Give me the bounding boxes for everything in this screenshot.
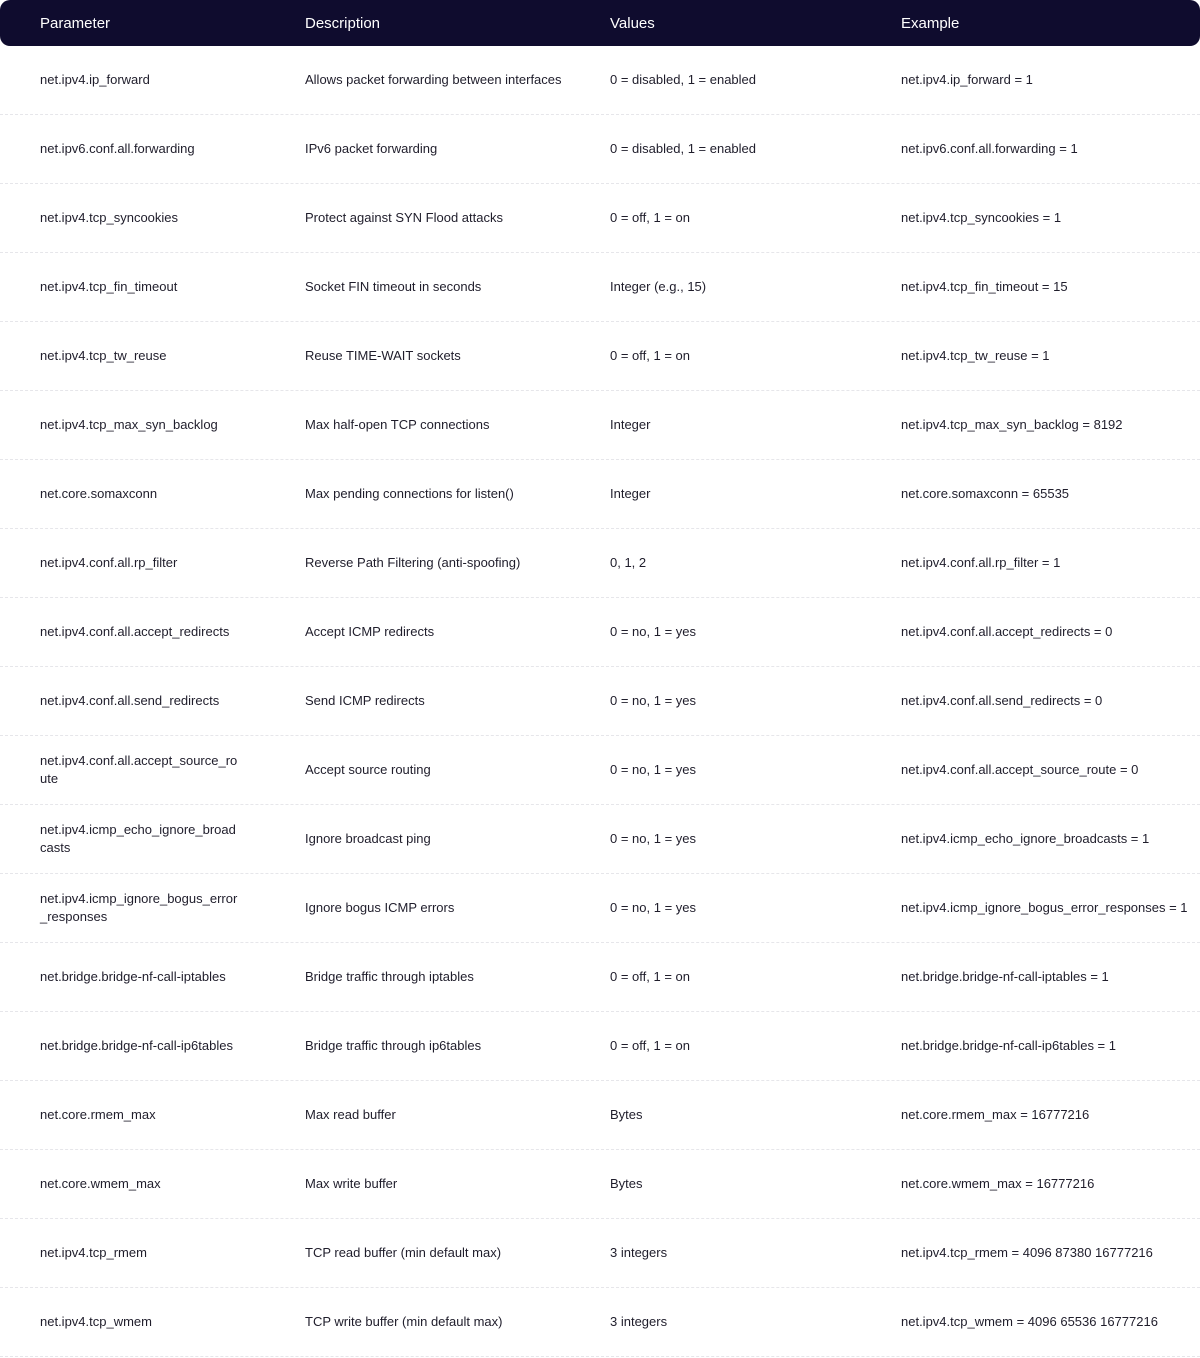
values-cell: Bytes <box>610 1176 643 1191</box>
table-row <box>0 115 1200 184</box>
example-cell: net.bridge.bridge-nf-call-iptables = 1 <box>901 969 1109 984</box>
parameter-cell: net.ipv4.tcp_syncookies <box>40 210 179 225</box>
table-row <box>0 1150 1200 1219</box>
table-row <box>0 46 1200 115</box>
description-cell: Accept source routing <box>305 762 431 777</box>
description-cell: Socket FIN timeout in seconds <box>305 279 482 294</box>
parameter-cell: net.ipv4.conf.all.accept_source_route <box>40 753 238 786</box>
table-row <box>0 943 1200 1012</box>
example-cell: net.ipv4.conf.all.accept_source_route = 0 <box>901 762 1139 777</box>
table-row <box>0 322 1200 391</box>
parameter-cell: net.core.somaxconn <box>40 486 158 501</box>
parameter-cell: net.ipv4.ip_forward <box>40 72 150 87</box>
values-cell: 0 = no, 1 = yes <box>610 693 697 708</box>
values-cell: 0 = off, 1 = on <box>610 210 690 225</box>
example-cell: net.ipv4.ip_forward = 1 <box>901 72 1033 87</box>
example-cell: net.ipv4.tcp_max_syn_backlog = 8192 <box>901 417 1123 432</box>
example-cell: net.ipv4.tcp_fin_timeout = 15 <box>901 279 1068 294</box>
description-cell: Max pending connections for listen() <box>305 486 514 501</box>
values-cell: 0 = no, 1 = yes <box>610 900 697 915</box>
parameter-cell: net.ipv4.conf.all.send_redirects <box>40 693 220 708</box>
description-cell: Bridge traffic through iptables <box>305 969 474 984</box>
values-cell: 3 integers <box>610 1314 668 1329</box>
values-cell: 0 = off, 1 = on <box>610 1038 690 1053</box>
parameter-cell: net.ipv4.conf.all.rp_filter <box>40 555 178 570</box>
values-cell: 0 = disabled, 1 = enabled <box>610 141 757 156</box>
description-cell: Allows packet forwarding between interfaces <box>305 72 562 87</box>
parameter-cell: net.ipv4.conf.all.accept_redirects <box>40 624 230 639</box>
description-cell: Reuse TIME-WAIT sockets <box>305 348 461 363</box>
description-cell: Protect against SYN Flood attacks <box>305 210 503 225</box>
parameter-cell: net.ipv4.tcp_fin_timeout <box>40 279 178 294</box>
parameter-cell: net.ipv4.icmp_ignore_bogus_error_responses <box>40 891 238 924</box>
parameter-cell: net.ipv4.tcp_wmem <box>40 1314 152 1329</box>
values-cell: 0 = off, 1 = on <box>610 969 690 984</box>
example-cell: net.ipv4.tcp_syncookies = 1 <box>901 210 1062 225</box>
values-cell: Integer <box>610 417 651 432</box>
description-cell: Ignore broadcast ping <box>305 831 431 846</box>
example-cell: net.core.wmem_max = 16777216 <box>901 1176 1095 1191</box>
table-row <box>0 391 1200 460</box>
values-cell: Integer <box>610 486 651 501</box>
values-cell: 3 integers <box>610 1245 668 1260</box>
table-row <box>0 529 1200 598</box>
values-cell: 0 = no, 1 = yes <box>610 831 697 846</box>
table-header <box>0 0 1200 46</box>
table-row <box>0 598 1200 667</box>
table-row <box>0 184 1200 253</box>
description-cell: Accept ICMP redirects <box>305 624 435 639</box>
description-cell: Max read buffer <box>305 1107 396 1122</box>
example-cell: net.ipv6.conf.all.forwarding = 1 <box>901 141 1078 156</box>
description-cell: TCP write buffer (min default max) <box>305 1314 503 1329</box>
values-cell: 0 = disabled, 1 = enabled <box>610 72 757 87</box>
table-row <box>0 1012 1200 1081</box>
header-values: Values <box>610 14 655 32</box>
values-cell: 0 = no, 1 = yes <box>610 762 697 777</box>
example-cell: net.ipv4.icmp_echo_ignore_broadcasts = 1 <box>901 831 1150 846</box>
table-row <box>0 1288 1200 1357</box>
example-cell: net.ipv4.conf.all.send_redirects = 0 <box>901 693 1103 708</box>
values-cell: 0, 1, 2 <box>610 555 647 570</box>
parameter-cell: net.bridge.bridge-nf-call-iptables <box>40 969 226 984</box>
table-row <box>0 460 1200 529</box>
table-row <box>0 1219 1200 1288</box>
description-cell: IPv6 packet forwarding <box>305 141 438 156</box>
example-cell: net.ipv4.conf.all.accept_redirects = 0 <box>901 624 1113 639</box>
parameter-cell: net.ipv6.conf.all.forwarding <box>40 141 195 156</box>
header-description: Description <box>305 14 381 32</box>
description-cell: Max write buffer <box>305 1176 398 1191</box>
values-cell: 0 = no, 1 = yes <box>610 624 697 639</box>
table-row <box>0 253 1200 322</box>
description-cell: Bridge traffic through ip6tables <box>305 1038 482 1053</box>
parameter-cell: net.ipv4.tcp_tw_reuse <box>40 348 167 363</box>
description-cell: Reverse Path Filtering (anti-spoofing) <box>305 555 521 570</box>
example-cell: net.ipv4.tcp_wmem = 4096 65536 16777216 <box>901 1314 1158 1329</box>
description-cell: Ignore bogus ICMP errors <box>305 900 455 915</box>
example-cell: net.ipv4.tcp_rmem = 4096 87380 16777216 <box>901 1245 1153 1260</box>
description-cell: Max half-open TCP connections <box>305 417 490 432</box>
example-cell: net.core.rmem_max = 16777216 <box>901 1107 1090 1122</box>
table-body <box>0 46 1200 1357</box>
example-cell: net.core.somaxconn = 65535 <box>901 486 1070 501</box>
example-cell: net.ipv4.icmp_ignore_bogus_error_responses = 1 <box>901 900 1188 915</box>
description-cell: TCP read buffer (min default max) <box>305 1245 502 1260</box>
parameter-cell: net.ipv4.tcp_rmem <box>40 1245 147 1260</box>
values-cell: Bytes <box>610 1107 643 1122</box>
parameter-cell: net.ipv4.icmp_echo_ignore_broadcasts <box>40 822 236 855</box>
table-row <box>0 874 1200 943</box>
values-cell: Integer (e.g., 15) <box>610 279 707 294</box>
values-cell: 0 = off, 1 = on <box>610 348 690 363</box>
description-cell: Send ICMP redirects <box>305 693 425 708</box>
example-cell: net.bridge.bridge-nf-call-ip6tables = 1 <box>901 1038 1116 1053</box>
parameter-cell: net.ipv4.tcp_max_syn_backlog <box>40 417 218 432</box>
parameter-cell: net.core.wmem_max <box>40 1176 161 1191</box>
example-cell: net.ipv4.conf.all.rp_filter = 1 <box>901 555 1061 570</box>
header-parameter: Parameter <box>40 14 111 32</box>
table-row <box>0 1081 1200 1150</box>
parameter-cell: net.core.rmem_max <box>40 1107 156 1122</box>
table-row <box>0 805 1200 874</box>
example-cell: net.ipv4.tcp_tw_reuse = 1 <box>901 348 1050 363</box>
table-row <box>0 736 1200 805</box>
table-row <box>0 667 1200 736</box>
header-example: Example <box>901 14 960 32</box>
parameter-cell: net.bridge.bridge-nf-call-ip6tables <box>40 1038 233 1053</box>
